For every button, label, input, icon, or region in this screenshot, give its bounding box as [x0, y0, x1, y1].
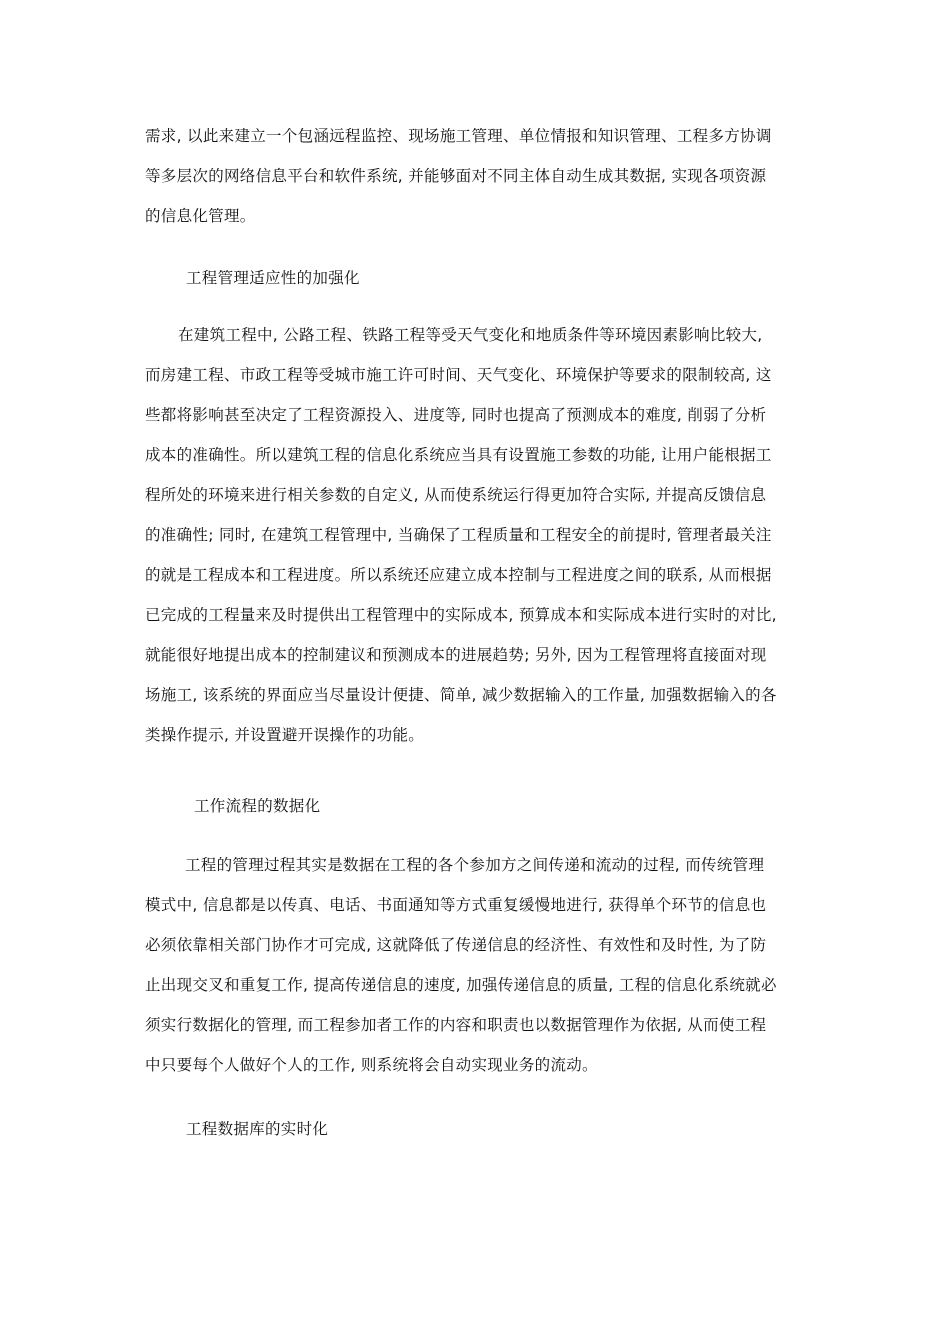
text-line: 需求, 以此来建立一个包涵远程监控、现场施工管理、单位情报和知识管理、工程多方协调: [145, 127, 772, 145]
text-line: 的准确性; 同时, 在建筑工程管理中, 当确保了工程质量和工程安全的前提时, 管理者最关注: [145, 526, 772, 544]
text-line: 而房建工程、市政工程等受城市施工许可时间、天气变化、环境保护等要求的限制较高, 这: [145, 366, 772, 384]
text-line: 中只要每个人做好个人的工作, 则系统将会自动实现业务的流动。: [145, 1056, 598, 1074]
text-line: 就能很好地提出成本的控制建议和预测成本的进展趋势; 另外, 因为工程管理将直接面对现: [145, 646, 767, 664]
text-line: 已完成的工程量来及时提供出工程管理中的实际成本, 预算成本和实际成本进行实时的对比,: [145, 606, 777, 624]
text-line: 些都将影响甚至决定了工程资源投入、进度等, 同时也提高了预测成本的难度, 削弱了分析: [145, 406, 767, 424]
text-line: 场施工, 该系统的界面应当尽量设计便捷、简单, 减少数据输入的工作量, 加强数据输入的各: [145, 686, 777, 704]
text-line: 程所处的环境来进行相关参数的自定义, 从而使系统运行得更加符合实际, 并提高反馈信息: [145, 486, 767, 504]
text-line: 必须依靠相关部门协作才可完成, 这就降低了传递信息的经济性、有效性和及时性, 为了防: [145, 936, 767, 954]
text-line: 模式中, 信息都是以传真、电话、书面通知等方式重复缓慢地进行, 获得单个环节的信息也: [145, 896, 767, 914]
text-line: 工程的管理过程其实是数据在工程的各个参加方之间传递和流动的过程, 而传统管理: [185, 856, 765, 874]
section-heading-adaptability: 工程管理适应性的加强化: [186, 269, 360, 287]
paragraph-intro-continued: [145, 116, 813, 236]
text-line: 成本的准确性。所以建筑工程的信息化系统应当具有设置施工参数的功能, 让用户能根据工: [145, 446, 772, 464]
text-line: 须实行数据化的管理, 而工程参加者工作的内容和职责也以数据管理作为依据, 从而使工程: [145, 1016, 767, 1034]
text-line: 止出现交叉和重复工作, 提高传递信息的速度, 加强传递信息的质量, 工程的信息化系统就必: [145, 976, 777, 994]
section-heading-workflow: 工作流程的数据化: [194, 797, 321, 815]
text-line: 类操作提示, 并设置避开误操作的功能。: [145, 726, 425, 744]
text-line: 在建筑工程中, 公路工程、铁路工程等受天气变化和地质条件等环境因素影响比较大,: [178, 326, 763, 344]
section-heading-database: 工程数据库的实时化: [186, 1120, 329, 1138]
paragraph-workflow: [145, 845, 813, 1085]
text-line: 等多层次的网络信息平台和软件系统, 并能够面对不同主体自动生成其数据, 实现各项资源: [145, 167, 767, 185]
paragraph-adaptability: [145, 315, 813, 755]
text-line: 的就是工程成本和工程进度。所以系统还应建立成本控制与工程进度之间的联系, 从而根据: [145, 566, 772, 584]
text-line: 的信息化管理。: [145, 207, 256, 225]
